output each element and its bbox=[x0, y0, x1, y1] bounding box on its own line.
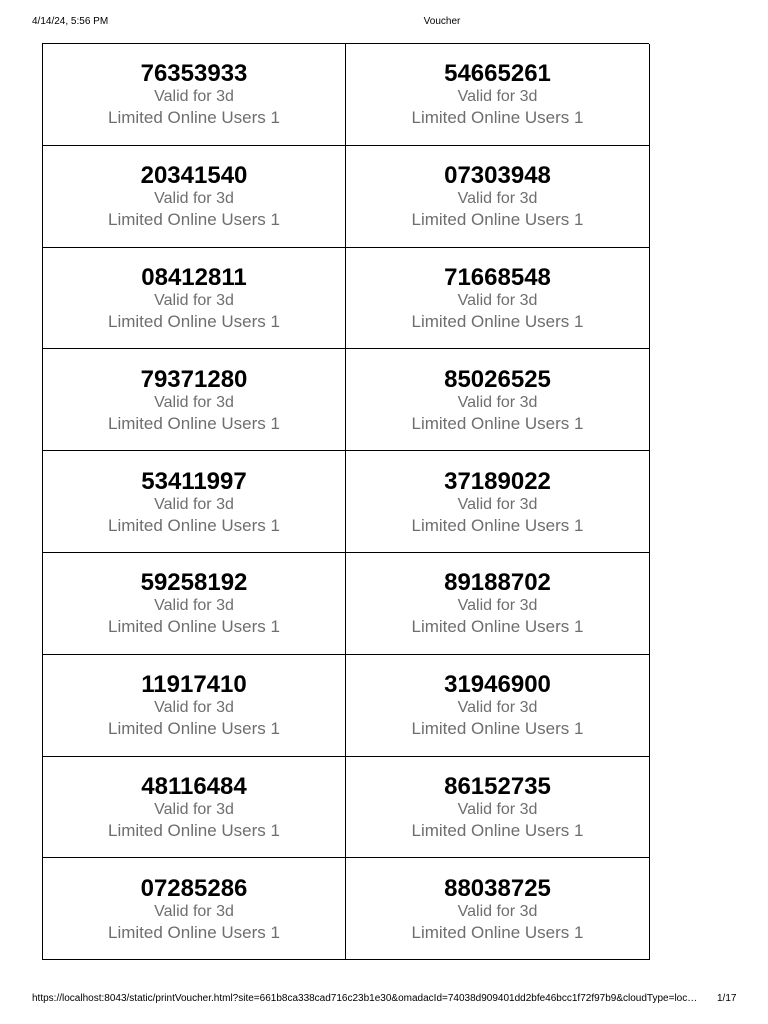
voucher-user-limit: Limited Online Users 1 bbox=[108, 515, 280, 535]
voucher-user-limit: Limited Online Users 1 bbox=[411, 515, 584, 535]
print-footer bbox=[0, 993, 768, 1009]
print-date: 4/14/24, 5:56 PM bbox=[32, 16, 109, 27]
voucher-card bbox=[43, 757, 346, 859]
voucher-code: 89188702 bbox=[444, 569, 551, 597]
voucher-validity: Valid for 3d bbox=[457, 88, 538, 106]
voucher-user-limit: Limited Online Users 1 bbox=[108, 413, 280, 433]
voucher-validity: Valid for 3d bbox=[154, 699, 234, 717]
voucher-user-limit: Limited Online Users 1 bbox=[411, 922, 584, 942]
voucher-code: 59258192 bbox=[140, 569, 248, 597]
voucher-validity: Valid for 3d bbox=[457, 190, 538, 208]
voucher-validity: Valid for 3d bbox=[154, 495, 234, 513]
voucher-validity: Valid for 3d bbox=[154, 393, 234, 411]
voucher-user-limit: Limited Online Users 1 bbox=[108, 617, 280, 637]
voucher-card bbox=[346, 349, 650, 451]
voucher-card bbox=[346, 44, 650, 146]
voucher-user-limit: Limited Online Users 1 bbox=[108, 922, 280, 942]
voucher-grid bbox=[42, 43, 649, 960]
voucher-user-limit: Limited Online Users 1 bbox=[411, 413, 584, 433]
voucher-validity: Valid for 3d bbox=[457, 902, 538, 920]
voucher-card bbox=[43, 858, 346, 960]
voucher-validity: Valid for 3d bbox=[154, 88, 234, 106]
page-title: Voucher bbox=[423, 16, 461, 27]
voucher-validity: Valid for 3d bbox=[154, 597, 234, 615]
voucher-code: 88038725 bbox=[444, 874, 551, 902]
voucher-validity: Valid for 3d bbox=[154, 190, 234, 208]
voucher-card bbox=[346, 146, 650, 248]
voucher-card bbox=[43, 451, 346, 553]
voucher-card bbox=[346, 451, 650, 553]
voucher-code: 54665261 bbox=[444, 60, 551, 88]
voucher-validity: Valid for 3d bbox=[457, 597, 538, 615]
voucher-validity: Valid for 3d bbox=[154, 800, 234, 818]
voucher-card bbox=[43, 349, 346, 451]
voucher-user-limit: Limited Online Users 1 bbox=[411, 719, 584, 739]
voucher-card bbox=[43, 146, 346, 248]
voucher-card bbox=[346, 757, 650, 859]
voucher-code: 79371280 bbox=[140, 365, 248, 393]
voucher-validity: Valid for 3d bbox=[457, 699, 538, 717]
voucher-validity: Valid for 3d bbox=[457, 800, 538, 818]
voucher-card bbox=[346, 248, 650, 350]
voucher-validity: Valid for 3d bbox=[154, 902, 234, 920]
voucher-card bbox=[43, 44, 346, 146]
voucher-code: 31946900 bbox=[444, 671, 551, 699]
voucher-validity: Valid for 3d bbox=[154, 291, 234, 309]
voucher-code: 53411997 bbox=[141, 467, 247, 495]
voucher-card bbox=[43, 248, 346, 350]
print-header bbox=[0, 16, 768, 32]
voucher-user-limit: Limited Online Users 1 bbox=[411, 210, 584, 230]
page-number: 1/17 bbox=[717, 993, 737, 1004]
voucher-validity: Valid for 3d bbox=[457, 393, 538, 411]
voucher-card bbox=[346, 655, 650, 757]
voucher-user-limit: Limited Online Users 1 bbox=[411, 108, 584, 128]
voucher-validity: Valid for 3d bbox=[457, 495, 538, 513]
voucher-code: 37189022 bbox=[444, 467, 551, 495]
voucher-code: 08412811 bbox=[141, 263, 247, 291]
page-url: https://localhost:8043/static/printVoucher.html?site=661b8ca338cad716c23b1e30&omadacId=74038d909401dd2bfe46bcc1f72f97b9&cloudType=loc… bbox=[32, 993, 698, 1004]
voucher-user-limit: Limited Online Users 1 bbox=[411, 820, 584, 840]
voucher-code: 11917410 bbox=[141, 671, 247, 699]
voucher-card bbox=[346, 553, 650, 655]
voucher-code: 86152735 bbox=[444, 772, 551, 800]
voucher-user-limit: Limited Online Users 1 bbox=[108, 210, 280, 230]
voucher-code: 71668548 bbox=[444, 263, 551, 291]
voucher-code: 76353933 bbox=[140, 60, 248, 88]
voucher-code: 07303948 bbox=[444, 162, 551, 190]
voucher-code: 85026525 bbox=[444, 365, 551, 393]
voucher-user-limit: Limited Online Users 1 bbox=[108, 108, 280, 128]
voucher-card bbox=[43, 655, 346, 757]
voucher-code: 07285286 bbox=[140, 874, 248, 902]
voucher-user-limit: Limited Online Users 1 bbox=[108, 719, 280, 739]
voucher-user-limit: Limited Online Users 1 bbox=[411, 311, 584, 331]
voucher-code: 48116484 bbox=[141, 772, 247, 800]
voucher-user-limit: Limited Online Users 1 bbox=[411, 617, 584, 637]
voucher-validity: Valid for 3d bbox=[457, 291, 538, 309]
voucher-code: 20341540 bbox=[140, 162, 248, 190]
voucher-card bbox=[43, 553, 346, 655]
voucher-user-limit: Limited Online Users 1 bbox=[108, 311, 280, 331]
voucher-card bbox=[346, 858, 650, 960]
voucher-user-limit: Limited Online Users 1 bbox=[108, 820, 280, 840]
